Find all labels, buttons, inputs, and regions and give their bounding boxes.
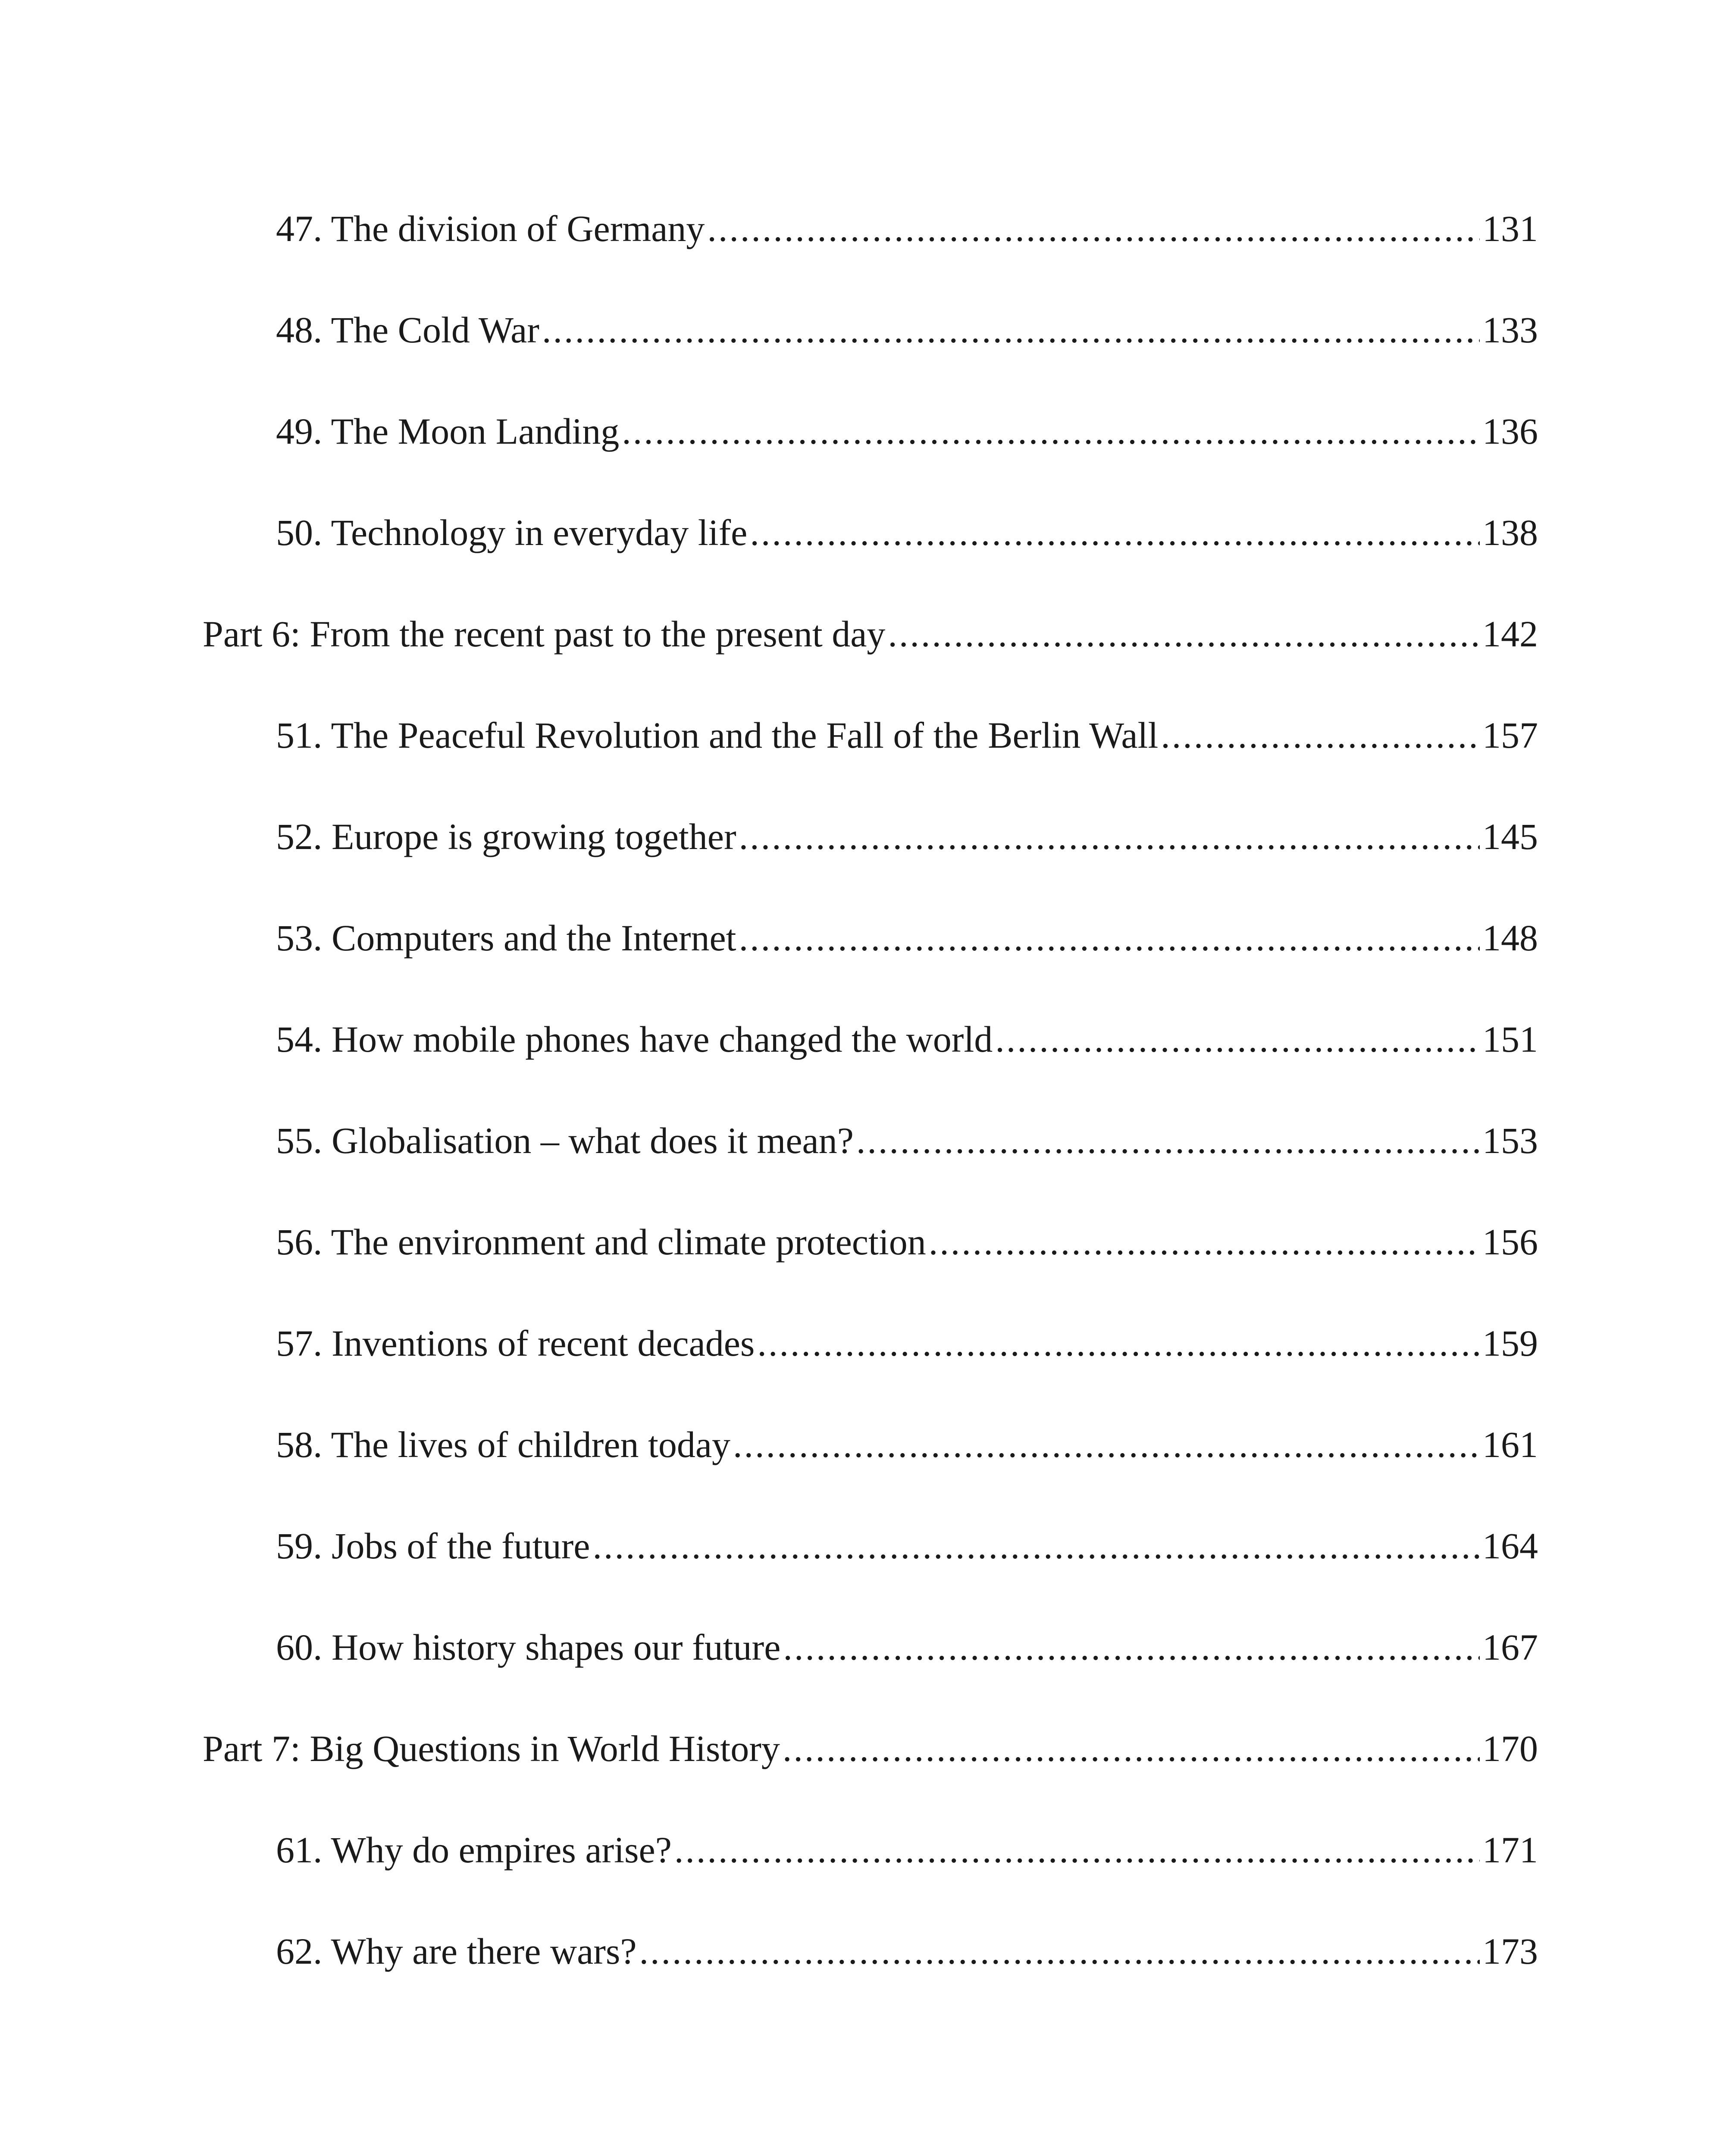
toc-entry[interactable] bbox=[276, 912, 1538, 964]
toc-entry-title: 60. How history shapes our future bbox=[276, 1626, 781, 1668]
toc-leader-dots bbox=[783, 1621, 1480, 1673]
toc-entry-title: 48. The Cold War bbox=[276, 309, 539, 351]
toc-entry-title: 47. The division of Germany bbox=[276, 208, 705, 249]
toc-entry[interactable] bbox=[276, 507, 1538, 558]
toc-entry[interactable] bbox=[276, 304, 1538, 356]
toc-part-entry[interactable] bbox=[203, 608, 1538, 660]
toc-part-title: Part 7: Big Questions in World History bbox=[203, 1728, 780, 1769]
toc-entry-page: 164 bbox=[1482, 1525, 1538, 1567]
toc-leader-dots bbox=[739, 811, 1480, 862]
toc-entry-title: 58. The lives of children today bbox=[276, 1424, 731, 1465]
toc-entry-title: 56. The environment and climate protection bbox=[276, 1221, 926, 1263]
toc-entry[interactable] bbox=[276, 203, 1538, 254]
toc-entry[interactable] bbox=[276, 1520, 1538, 1572]
toc-entry-title: 62. Why are there wars? bbox=[276, 1930, 637, 1972]
toc-part-title: Part 6: From the recent past to the present day bbox=[203, 613, 886, 655]
toc-entry[interactable] bbox=[276, 1419, 1538, 1470]
toc-entry-page: 136 bbox=[1482, 411, 1538, 452]
toc-entry-page: 153 bbox=[1482, 1120, 1538, 1161]
toc-part-entry[interactable] bbox=[203, 1723, 1538, 1774]
toc-entry-page: 145 bbox=[1482, 816, 1538, 857]
toc-entry-title: 52. Europe is growing together bbox=[276, 816, 736, 857]
toc-leader-dots bbox=[622, 405, 1480, 457]
toc-entry-page: 133 bbox=[1482, 309, 1538, 351]
toc-leader-dots bbox=[674, 1824, 1480, 1876]
toc-leader-dots bbox=[995, 1013, 1480, 1065]
toc-entry[interactable] bbox=[276, 1216, 1538, 1268]
toc-leader-dots bbox=[929, 1216, 1480, 1268]
toc-entry-page: 171 bbox=[1482, 1829, 1538, 1871]
toc-entry[interactable] bbox=[276, 1621, 1538, 1673]
toc-leader-dots bbox=[757, 1317, 1480, 1369]
toc-entry-title: 55. Globalisation – what does it mean? bbox=[276, 1120, 854, 1161]
toc-leader-dots bbox=[1161, 709, 1480, 761]
toc-leader-dots bbox=[592, 1520, 1480, 1572]
toc-entry-page: 159 bbox=[1482, 1322, 1538, 1364]
toc-leader-dots bbox=[639, 1925, 1480, 1977]
toc-entry-page: 167 bbox=[1482, 1626, 1538, 1668]
toc-entry-page: 161 bbox=[1482, 1424, 1538, 1465]
toc-entry-title: 54. How mobile phones have changed the world bbox=[276, 1018, 993, 1060]
toc-entry[interactable] bbox=[276, 1013, 1538, 1065]
toc-leader-dots bbox=[888, 608, 1480, 660]
toc-leader-dots bbox=[856, 1115, 1480, 1166]
toc-entry-page: 173 bbox=[1482, 1930, 1538, 1972]
toc-entry[interactable] bbox=[276, 811, 1538, 862]
toc-leader-dots bbox=[783, 1723, 1480, 1774]
toc-entry-page: 157 bbox=[1482, 714, 1538, 756]
toc-entry-title: 53. Computers and the Internet bbox=[276, 917, 736, 959]
toc-leader-dots bbox=[733, 1419, 1480, 1470]
toc-entry-page: 148 bbox=[1482, 917, 1538, 959]
toc-entry-page: 156 bbox=[1482, 1221, 1538, 1263]
toc-entry-title: 49. The Moon Landing bbox=[276, 411, 620, 452]
toc-entry-page: 170 bbox=[1482, 1728, 1538, 1769]
toc-leader-dots bbox=[750, 507, 1480, 558]
toc-entry[interactable] bbox=[276, 405, 1538, 457]
toc-entry[interactable] bbox=[276, 709, 1538, 761]
toc-entry[interactable] bbox=[276, 1925, 1538, 1977]
toc-entry-page: 142 bbox=[1482, 613, 1538, 655]
toc-entry-title: 50. Technology in everyday life bbox=[276, 512, 748, 553]
toc-entry[interactable] bbox=[276, 1317, 1538, 1369]
toc-entry-title: 51. The Peaceful Revolution and the Fall of the Berlin Wall bbox=[276, 714, 1159, 756]
toc-entry-title: 57. Inventions of recent decades bbox=[276, 1322, 755, 1364]
toc-entry-page: 151 bbox=[1482, 1018, 1538, 1060]
toc-leader-dots bbox=[739, 912, 1480, 964]
toc-entry-page: 131 bbox=[1482, 208, 1538, 249]
toc-leader-dots bbox=[707, 203, 1480, 254]
toc-entry-title: 61. Why do empires arise? bbox=[276, 1829, 672, 1871]
toc-leader-dots bbox=[542, 304, 1480, 356]
toc-entry[interactable] bbox=[276, 1824, 1538, 1876]
toc-entry-title: 59. Jobs of the future bbox=[276, 1525, 590, 1567]
toc-entry-page: 138 bbox=[1482, 512, 1538, 553]
toc-entry[interactable] bbox=[276, 1115, 1538, 1166]
